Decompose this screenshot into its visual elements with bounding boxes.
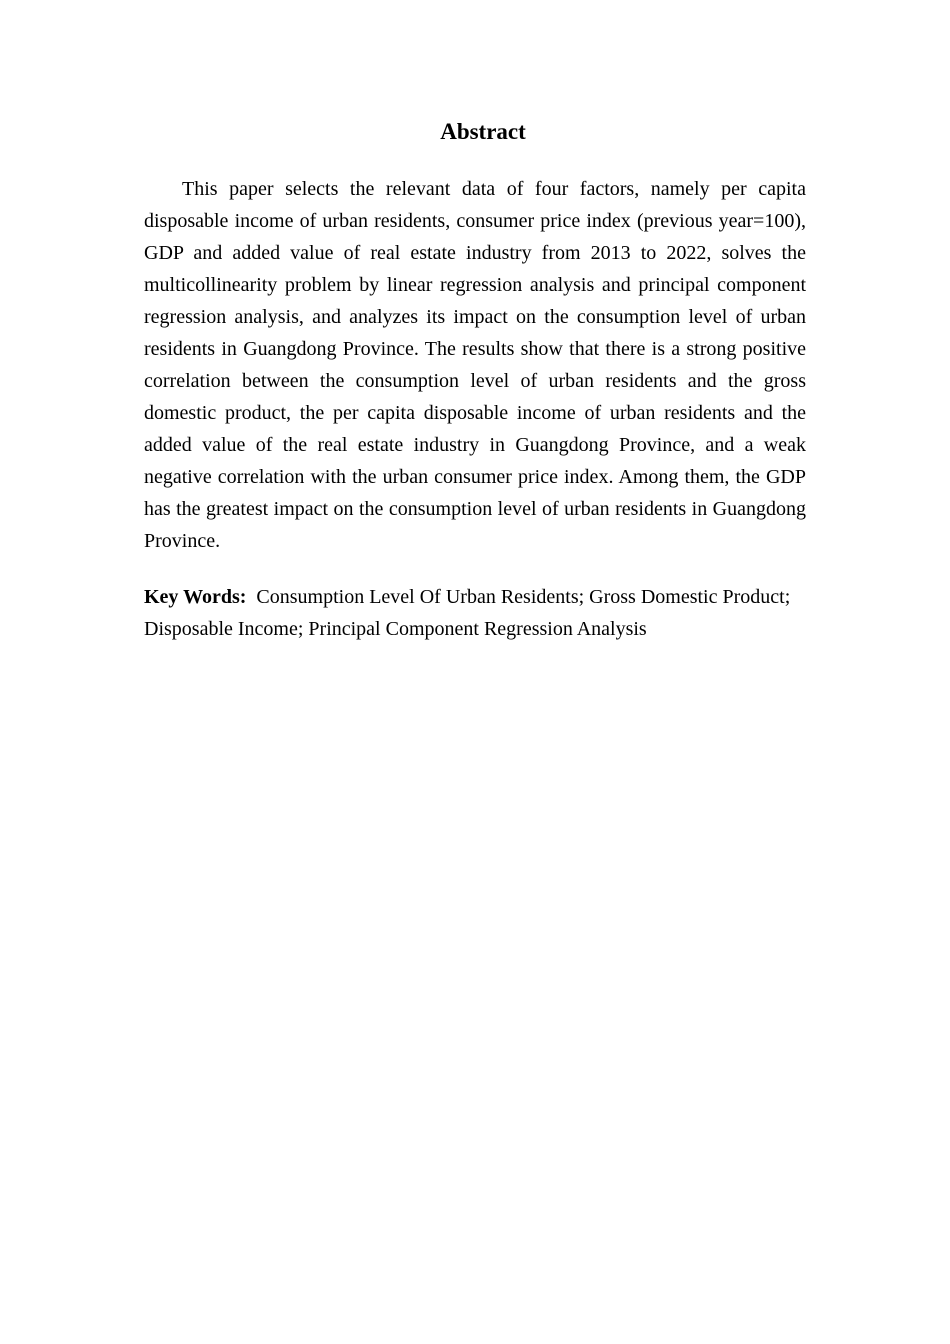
abstract-body: This paper selects the relevant data of four factors, namely per capita disposable income of urban residents, consumer price index (previous year=100), GDP and added value of real estate industry from 2013 to 2022, solves the multicollinearity problem by linear regression analysis and principal component regression analysis, and analyzes its impact on the consumption level of urban residents in Guangdong Province. The results show that there is a strong positive correlation between the consumption level of urban residents and the gross domestic product, the per capita disposable income of urban residents and the added value of the real estate industry in Guangdong Province, and a weak negative correlation with the urban consumer price index. Among them, the GDP has the greatest impact on the consumption level of urban residents in Guangdong Province. xyxy=(144,178,806,552)
abstract-title: Abstract xyxy=(440,119,526,144)
keywords-text: Consumption Level Of Urban Residents; Gross Domestic Product; Disposable Income; Principal Component Regression Analysis xyxy=(144,586,791,640)
keywords-label: Key Words: xyxy=(144,586,247,608)
keywords-paragraph xyxy=(144,581,806,645)
